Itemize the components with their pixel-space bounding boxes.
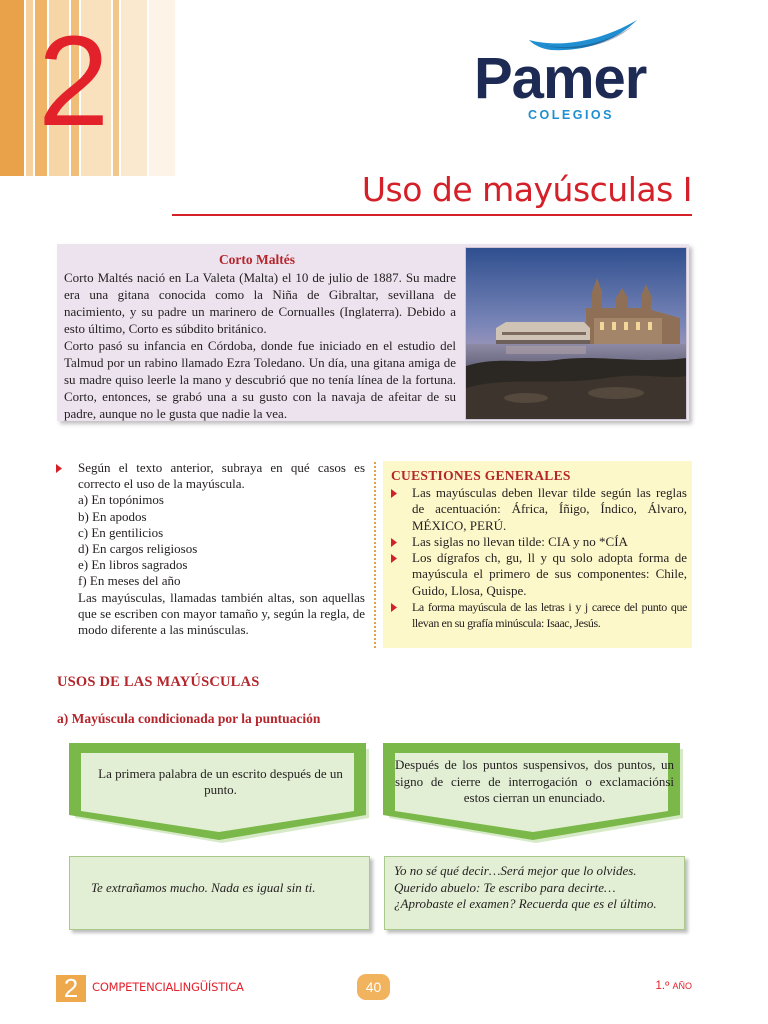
bullet-icon: [391, 489, 397, 498]
rule-text: La primera palabra de un escrito después de un punto.: [98, 765, 343, 797]
cuestiones-generales-box: [383, 461, 692, 648]
example-box-1: [69, 856, 370, 930]
example-box-2: [384, 856, 685, 930]
footer-unit-number: 2: [56, 975, 86, 1002]
section-heading: USOS DE LAS MAYÚSCULAS: [57, 674, 260, 690]
pamer-logo: [474, 20, 694, 125]
rule-arrow-1: [69, 743, 372, 843]
dotted-divider: [374, 462, 376, 648]
page-title: Uso de mayúsculas I: [361, 170, 692, 209]
footer-label: COMPETENCIALINGÜÍSTICA: [92, 980, 244, 994]
cuestiones-title: CUESTIONES GENERALES: [391, 468, 571, 483]
rule-arrow-2: [383, 743, 686, 843]
page-number: 40: [357, 974, 390, 1000]
bullet-icon: [391, 554, 397, 563]
reading-title: Corto Maltés: [218, 252, 296, 267]
title-underline: [172, 214, 692, 216]
chapter-number: 2: [38, 10, 110, 153]
question-prompt: Según el texto anterior, subraya en qué casos es correcto el uso de la mayúscula.: [78, 460, 365, 492]
logo-wordmark: Pamer: [474, 46, 647, 111]
cuestiones-list: [391, 485, 687, 632]
cuestion-item: La forma mayúscula de las letras i y j carece del punto que llevan en su grafía minúscula: Isaac, Jesús.: [391, 599, 687, 632]
cuestion-item: Los dígrafos ch, gu, ll y qu solo adopta forma de mayúscula el primero de sus componentes: Chile, Guido, Llosa, Quispe.: [391, 550, 687, 599]
option-item: d) En cargos religiosos: [78, 541, 198, 557]
reading-text: [64, 269, 456, 422]
cuestion-item: Las siglas no llevan tilde: CIA y no *CÍA: [391, 534, 687, 550]
sub-heading: a) Mayúscula condicionada por la puntuación: [57, 711, 321, 726]
logo-subtitle: COLEGIOS: [528, 108, 614, 122]
example-text: Querido abuelo: Te escribo para decirte…: [394, 879, 616, 895]
year-number: 1.º: [655, 980, 670, 992]
question-options: [56, 492, 365, 589]
option-item: c) En gentilicios: [78, 524, 164, 540]
option-item: a) En topónimos: [78, 492, 164, 508]
definition-paragraph: Las mayúsculas, llamadas también altas, son aquellas que se escriben con mayor tamaño y, según la regla, de modo diferente a las minúsculas.: [78, 589, 365, 638]
rule-text: Después de los puntos suspensivos, dos puntos, un signo de cierre de interrogación o exclamaciónsi estos cierran un enunciado.: [395, 757, 674, 806]
bullet-icon: [391, 538, 397, 547]
example-text: Yo no sé qué decir…Será mejor que lo olvides.: [394, 863, 637, 878]
cuestion-item: Las mayúsculas deben llevar tilde según las reglas de acentuación: África, Íñigo, Índico, Álvaro, MÉXICO, PERÚ.: [391, 485, 687, 534]
reading-box: [57, 244, 689, 421]
reading-paragraph: Corto Maltés nació en La Valeta (Malta) el 10 de julio de 1887. Su madre era una gitana conocida como la Niña de Gibraltar, sevillana de nacimiento, y su padre un marinero de Cornualles (Inglaterra). Debido a esto último, Corto es súbdito británico.: [64, 270, 456, 336]
option-item: f) En meses del año: [78, 573, 181, 589]
year-word: AÑO: [672, 981, 692, 991]
valletta-photo: [465, 247, 687, 420]
reading-paragraph: Corto pasó su infancia en Córdoba, donde fue iniciado en el estudio del Talmud por un rabino llamado Ezra Toledano. Un día, una gitana amiga de su madre quiso leerle la mano y descubrió que no tenía línea de la fortuna. Corto, entonces, se grabó una a su gusto con la navaja de afeitar de su padre, aunque no le gusta que nadie la vea.: [64, 338, 456, 421]
option-item: b) En apodos: [78, 508, 147, 524]
example-text: ¿Aprobaste el examen? Recuerda que es el último.: [394, 896, 657, 911]
bullet-icon: [56, 464, 62, 473]
footer-year: [655, 980, 692, 992]
example-text: Te extrañamos mucho. Nada es igual sin ti.: [91, 880, 316, 895]
bullet-icon: [391, 603, 397, 612]
option-item: e) En libros sagrados: [78, 557, 188, 573]
question-section: [56, 460, 365, 638]
example-lines: [394, 863, 677, 913]
question-prompt-item: [56, 460, 365, 492]
